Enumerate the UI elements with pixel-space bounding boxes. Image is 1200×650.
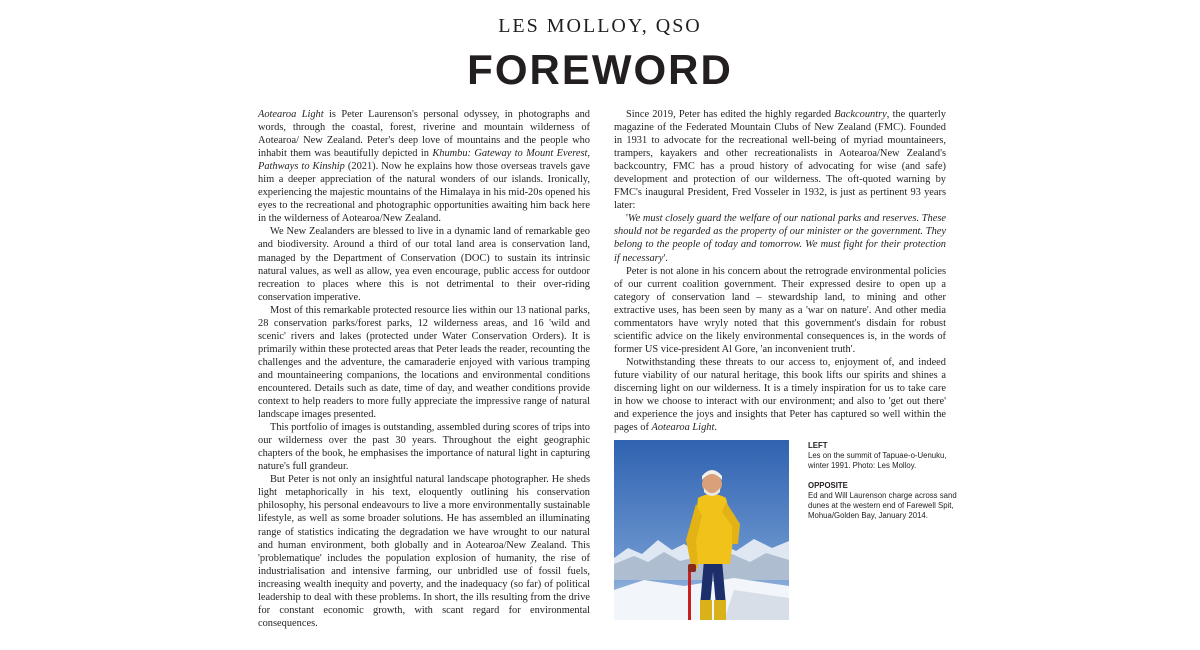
paragraph: This portfolio of images is outstanding, assembled during scores of trips into our wilderness over the past 30 years. Throughout the eight geographic chapters of the book, he emphasises the importance of natural light in capturing nature's full grandeur. — [258, 422, 590, 473]
caption-left — [808, 441, 958, 471]
block-quote: 'We must closely guard the welfare of our national parks and reserves. These should not be regarded as the property of our minister or the government. They belong to the people of today and tomorrow. We must fight for their protection if necessary'. — [614, 213, 946, 264]
caption-opposite — [808, 481, 958, 521]
paragraph: Aotearoa Light is Peter Laurenson's personal odyssey, in photographs and words, through the coastal, forest, riverine and mountain wilderness of Aotearoa/ New Zealand. Peter's deep love of mountains and the people who inhabit them was beautifully depicted in Khumbu: Gateway to Mount Everest, Pathways to Kinship (2021). Now he explains how those overseas travels gave him a deeper appreciation of the natural wonders of our islands. Ironically, experiencing the majestic mountains of the Himalaya in his mid-20s opened his eyes to the recreational and photographic opportunities awaiting him back here in the wilderness of Aotearoa/New Zealand. — [258, 109, 591, 225]
caption-label: OPPOSITE — [808, 481, 848, 490]
paragraph: Peter is not alone in his concern about the retrograde environmental policies of our current coalition government. Their expressed desire to open up a category of conservation land – stewardship land, to mining and other extractive uses, has been seen by many as a 'war on nature'. And other media commentators have wryly noted that this government's disdain for robust scientific advice on the likely environmental consequences is, in the words of former US vice-president Al Gore, 'an inconvenient truth'. — [614, 265, 946, 355]
paragraph: But Peter is not only an insightful natural landscape photographer. He sheds light metaphorically in his text, eloquently outlining his conservation philosophy, his personal endeavours to live a more environmentally sustainable lifestyle, as well as some broader solutions. He has assembled an illuminating range of statistics indicating the degradation we have wrought to our natural and human environment, both globally and in Aotearoa/New Zealand. This 'problematique' includes the population explosion of humanity, the rise of industrialisation and intensive farming, our unbridled use of fossil fuels, increasing wealth inequity and poverty, and the inadequacy (so far) of political leadership to deal with these problems. In short, the ills resulting from the drive for constant economic growth, with scant regard for environmental consequences. — [258, 474, 590, 629]
right-text-column — [614, 108, 946, 434]
paragraph: Notwithstanding these threats to our access to, enjoyment of, and indeed future viability of our natural heritage, this book lifts our spirits and shines a discerning light on our wilderness. It is a timely inspiration for us to take care in how we choose to interact with our environment; and also to 'get out there' and experience the joys and insights that Peter has captured so well within the pages of Aotearoa Light. — [614, 356, 946, 434]
paragraph: Most of this remarkable protected resource lies within our 13 national parks, 28 conservation parks/forest parks, 12 wilderness areas, and 16 'wild and scenic' rivers and lakes (protected under Water Conservation Orders). It is primarily within these protected areas that Peter leads the reader, recounting the challenges and the adventure, the camaraderie enjoyed with various tramping and mountaineering companions, the locations and environmental conditions encountered. Details such as date, time of day, and weather conditions provide context to help readers to more fully appreciate the impressive range of natural landscape images presented. — [258, 304, 590, 421]
author-heading: LES MOLLOY, QSO — [498, 15, 702, 37]
summit-photo — [614, 440, 789, 620]
left-text-column — [258, 108, 590, 630]
caption-text: Ed and Will Laurenson charge across sand dunes at the western end of Farewell Spit, Mohua/Golden Bay, January 2014. — [808, 491, 957, 520]
page-title: FOREWORD — [467, 46, 733, 93]
paragraph: We New Zealanders are blessed to live in a dynamic land of remarkable geo and biodiversity. Around a third of our total land area is conservation land, managed by the Department of Conservation (DOC) to sustain its intrinsic natural values, as well as allow, yea even encourage, public access for outdoor recreation to places where this is not detrimental to their over-riding conservation imperative. — [258, 226, 590, 303]
paragraph: Since 2019, Peter has edited the highly regarded Backcountry, the quarterly magazine of the Federated Mountain Clubs of New Zealand (FMC). Founded in 1931 to advocate for the recreational well-being of myriad mountaineers, trampers, kayakers and other recreationalists in Aotearoa/New Zealand's backcountry, FMC has a proud history of advocating for wise (and safe) development and protection of our wilderness. The oft-quoted warning by FMC's inaugural President, Fred Vosseler in 1932, is just as pertinent 93 years later: — [614, 109, 946, 212]
captions — [808, 441, 958, 531]
caption-text: Les on the summit of Tapuae-o-Uenuku, winter 1991. Photo: Les Molloy. — [808, 451, 947, 470]
caption-label: LEFT — [808, 441, 828, 450]
